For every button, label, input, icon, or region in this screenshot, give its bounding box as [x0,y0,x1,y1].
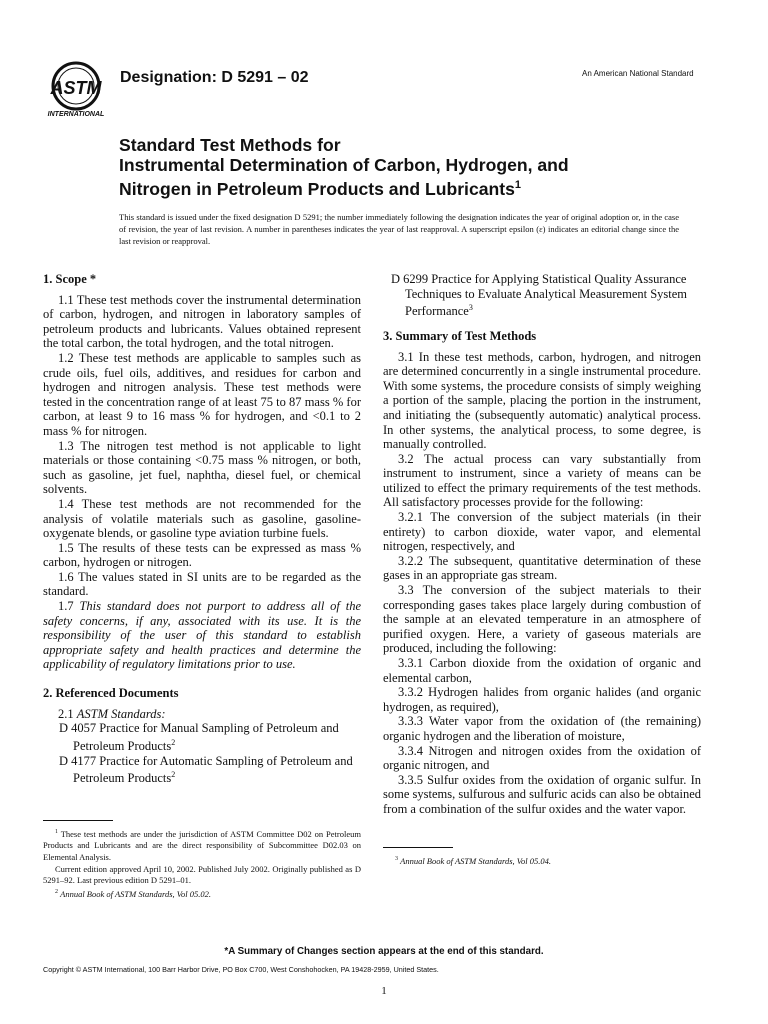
title-footnote-ref: 1 [514,179,522,191]
para-3-2: 3.2 The actual process can vary substantially from instrument to instrument, since a variety of means can be utilized to effect the primary requirements of the test methods. All satisfactory processes provide for the following: [383,451,701,510]
para-1-4: 1.4 These test methods are not recommended for the analysis of volatile materials such as gasoline, gasoline-oxygenate blends, or gasoline type aviation turbine fuels. [43,496,361,541]
para-3-1: 3.1 In these test methods, carbon, hydrogen, and nitrogen are determined concurrently in a single instrumental procedure. With some systems, the procedure consists of simply weighing a portion of the sample, placing the portion in the instrument, and initiating the (subsequently automatic) analytical process. In other systems, the analytical process, to some degree, is manually controlled. [383,349,701,452]
para-1-7: 1.7 This standard does not purport to address all of the safety concerns, if any, associated with its use. It is the responsibility of the user of this standard to establish appropriate safety and health practices and determine the applicability of regulatory limitations prior to use. [43,599,361,672]
footnote-3: $^3$ Annual Book of ASTM Standards, Vol 05.04. [395,855,551,866]
logo-text: ASTM [50,78,102,98]
para-3-3-5: 3.3.5 Sulfur oxides from the oxidation of organic sulfur. In some systems, sulfurous and sulfuric acids can also be obtained from a combination of the sulfur oxides and the water vapor. [383,772,701,816]
reference-d4057: D 4057 Practice for Manual Sampling of Petroleum and Petroleum Products$^2$ [59,721,339,753]
para-1-2: 1.2 These test methods are applicable to samples such as crude oils, fuel oils, additives, and residues for carbon and hydrogen and nitrogen analysis. These test methods were tested in the concentration range of at least 75 to 87 mass % for carbon, at least 9 to 16 mass % for hydrogen, and <0.1 to 2 mass % for nitrogen. [43,350,361,438]
copyright-notice: Copyright © ASTM International, 100 Barr Harbor Drive, PO Box C700, West Conshohocken, PA 19428-2959, United States. [43,965,439,974]
left-column [43,272,361,900]
designation: Designation: D 5291 – 02 [120,69,309,86]
page-number: 1 [381,985,387,997]
standard-type: An American National Standard [582,69,694,78]
footnote-1: $^1$ These test methods are under the jurisdiction of ASTM Committee D02 on Petroleum Products and Lubricants and are the direct responsibility of Subcommittee D02.03 on Elemental Analysis. [43,828,361,862]
para-3-3: 3.3 The conversion of the subject materials to their corresponding gases takes place largely during combustion of the sample at an elevated temperature in an atmosphere of purified oxygen. Here, a variety of gaseous materials are produced, including the following: [383,583,701,656]
logo-subtext: INTERNATIONAL [47,111,105,118]
para-3-2-2: 3.2.2 The subsequent, quantitative determination of these gases in an appropriate gas stream. [383,553,701,583]
para-1-6: 1.6 The values stated in SI units are to be regarded as the standard. [43,569,361,599]
summary-heading: 3. Summary of Test Methods [383,328,537,343]
footnote-1-edition: Current edition approved April 10, 2002. Published July 2002. Originally published as D 5291–92. Last previous edition D 5291–01. [43,863,361,886]
footnote-divider-right [383,847,453,848]
title-line-2: Instrumental Determination of Carbon, Hydrogen, and [119,155,569,175]
safety-caveat: This standard does not purport to address all of the safety concerns, if any, associated with its use. It is the responsibility of the user of this standard to establish appropriate safety and health practices and determine the applicability of regulatory limitations prior to use. [43,599,361,672]
para-2-1: 2.1 ASTM Standards: [58,706,166,721]
reference-d6299: D 6299 Practice for Applying Statistical Quality Assurance Techniques to Evaluate Analytical Measurement System Performance$^3$ [391,272,688,319]
reference-d4177: D 4177 Practice for Automatic Sampling of Petroleum and Petroleum Products$^2$ [59,753,353,786]
title-line-1: Standard Test Methods for [119,135,341,155]
right-column [383,272,701,867]
summary-of-changes-note: *A Summary of Changes section appears at the end of this standard. [224,946,544,957]
issuance-notice: This standard is issued under the fixed designation D 5291; the number immediately following the designation indicates the year of original adoption or, in the case of revision, the year of last revision. A number in parentheses indicates the year of last reapproval. A superscript epsilon (ε) indicates an editorial change since the last revision or reapproval. [119,212,679,246]
referenced-documents-heading: 2. Referenced Documents [43,686,179,701]
document-title [119,135,679,199]
footnote-divider [43,820,113,821]
para-3-3-3: 3.3.3 Water vapor from the oxidation of (the remaining) organic hydrogen and the liberation of moisture, [383,714,701,743]
para-3-3-4: 3.3.4 Nitrogen and nitrogen oxides from the oxidation of organic nitrogen, and [383,743,701,773]
title-line-3: Nitrogen in Petroleum Products and Lubricants$^1$ [119,178,522,199]
scope-heading: 1. Scope * [43,272,97,286]
footnote-2: $^2$ Annual Book of ASTM Standards, Vol 05.02. [55,888,211,899]
para-1-5: 1.5 The results of these tests can be expressed as mass % carbon, hydrogen or nitrogen. [43,540,361,570]
para-1-3: 1.3 The nitrogen test method is not applicable to light materials or those containing <0.75 mass % nitrogen, or both, such as gasoline, jet fuel, naphtha, diesel fuel, or chemical solvents. [43,438,361,497]
para-1-1: 1.1 These test methods cover the instrumental determination of carbon, hydrogen, and nitrogen in laboratory samples of petroleum products and lubricants. Values obtained represent the total carbon, the total hydrogen, and the total nitrogen. [43,292,361,351]
para-3-3-1: 3.3.1 Carbon dioxide from the oxidation of organic and elemental carbon, [383,656,701,685]
para-3-2-1: 3.2.1 The conversion of the subject materials (in their entirety) to carbon dioxide, water vapor, and elemental nitrogen, respectively, and [383,510,701,554]
astm-logo [38,60,114,120]
para-3-3-2: 3.3.2 Hydrogen halides from organic halides (and organic hydrogen, as required), [383,685,701,714]
